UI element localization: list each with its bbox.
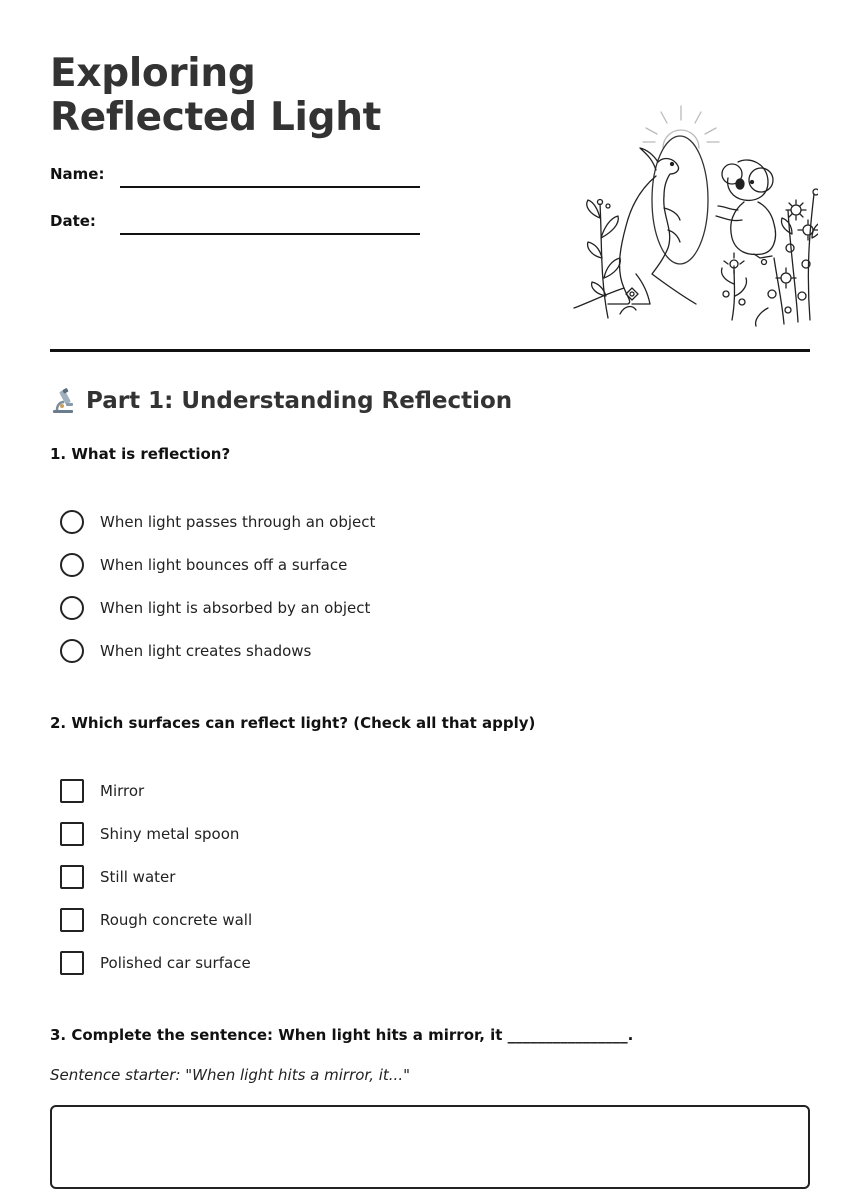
radio-button[interactable] [60, 639, 84, 663]
q1-option-4[interactable] [60, 629, 375, 672]
q1-option-2[interactable] [60, 543, 375, 586]
kangaroo-icon [574, 148, 696, 308]
microscope-icon [50, 388, 76, 414]
radio-button[interactable] [60, 553, 84, 577]
q1-option-4-label: When light creates shadows [100, 641, 312, 660]
q2-option-3[interactable] [60, 855, 252, 898]
date-field[interactable] [120, 233, 420, 235]
checkbox[interactable] [60, 779, 84, 803]
header-divider [50, 349, 810, 352]
checkbox[interactable] [60, 865, 84, 889]
q2-option-2-label: Shiny metal spoon [100, 824, 240, 843]
radio-button[interactable] [60, 596, 84, 620]
q2-option-5-label: Polished car surface [100, 953, 251, 972]
sun-icon [643, 106, 719, 148]
q1-option-2-label: When light bounces off a surface [100, 555, 348, 574]
question-3: 3. Complete the sentence: When light hits a mirror, it ________________. [50, 1026, 634, 1044]
checkbox[interactable] [60, 908, 84, 932]
q2-option-3-label: Still water [100, 867, 176, 886]
worksheet-title: Exploring Reflected Light [50, 51, 382, 140]
q2-option-2[interactable] [60, 812, 252, 855]
checkbox[interactable] [60, 951, 84, 975]
radio-button[interactable] [60, 510, 84, 534]
kangaroo-koala-illustration [528, 98, 818, 333]
name-label: Name: [50, 165, 105, 183]
question-1: 1. What is reflection? [50, 445, 231, 463]
q2-option-5[interactable] [60, 941, 252, 984]
q2-option-1-label: Mirror [100, 781, 145, 800]
name-field[interactable] [120, 186, 420, 188]
mirror-icon [652, 136, 708, 264]
wildflowers-middle-icon [722, 253, 747, 320]
question-1-options [60, 500, 375, 672]
q1-option-3-label: When light is absorbed by an object [100, 598, 371, 617]
q1-option-3[interactable] [60, 586, 375, 629]
koala-icon [716, 160, 776, 258]
q1-option-1[interactable] [60, 500, 375, 543]
part1-title: Part 1: Understanding Reflection [86, 388, 513, 414]
part1-heading [50, 388, 512, 414]
question-2: 2. Which surfaces can reflect light? (Check all that apply) [50, 714, 536, 732]
q1-option-1-label: When light passes through an object [100, 512, 376, 531]
q2-option-1[interactable] [60, 769, 252, 812]
question-2-options [60, 769, 252, 984]
checkbox[interactable] [60, 822, 84, 846]
worksheet-header [50, 0, 810, 352]
sentence-starter: Sentence starter: "When light hits a mirror, it..." [50, 1066, 410, 1084]
q2-option-4[interactable] [60, 898, 252, 941]
answer-textbox[interactable] [50, 1105, 810, 1189]
q2-option-4-label: Rough concrete wall [100, 910, 253, 929]
date-label: Date: [50, 212, 96, 230]
